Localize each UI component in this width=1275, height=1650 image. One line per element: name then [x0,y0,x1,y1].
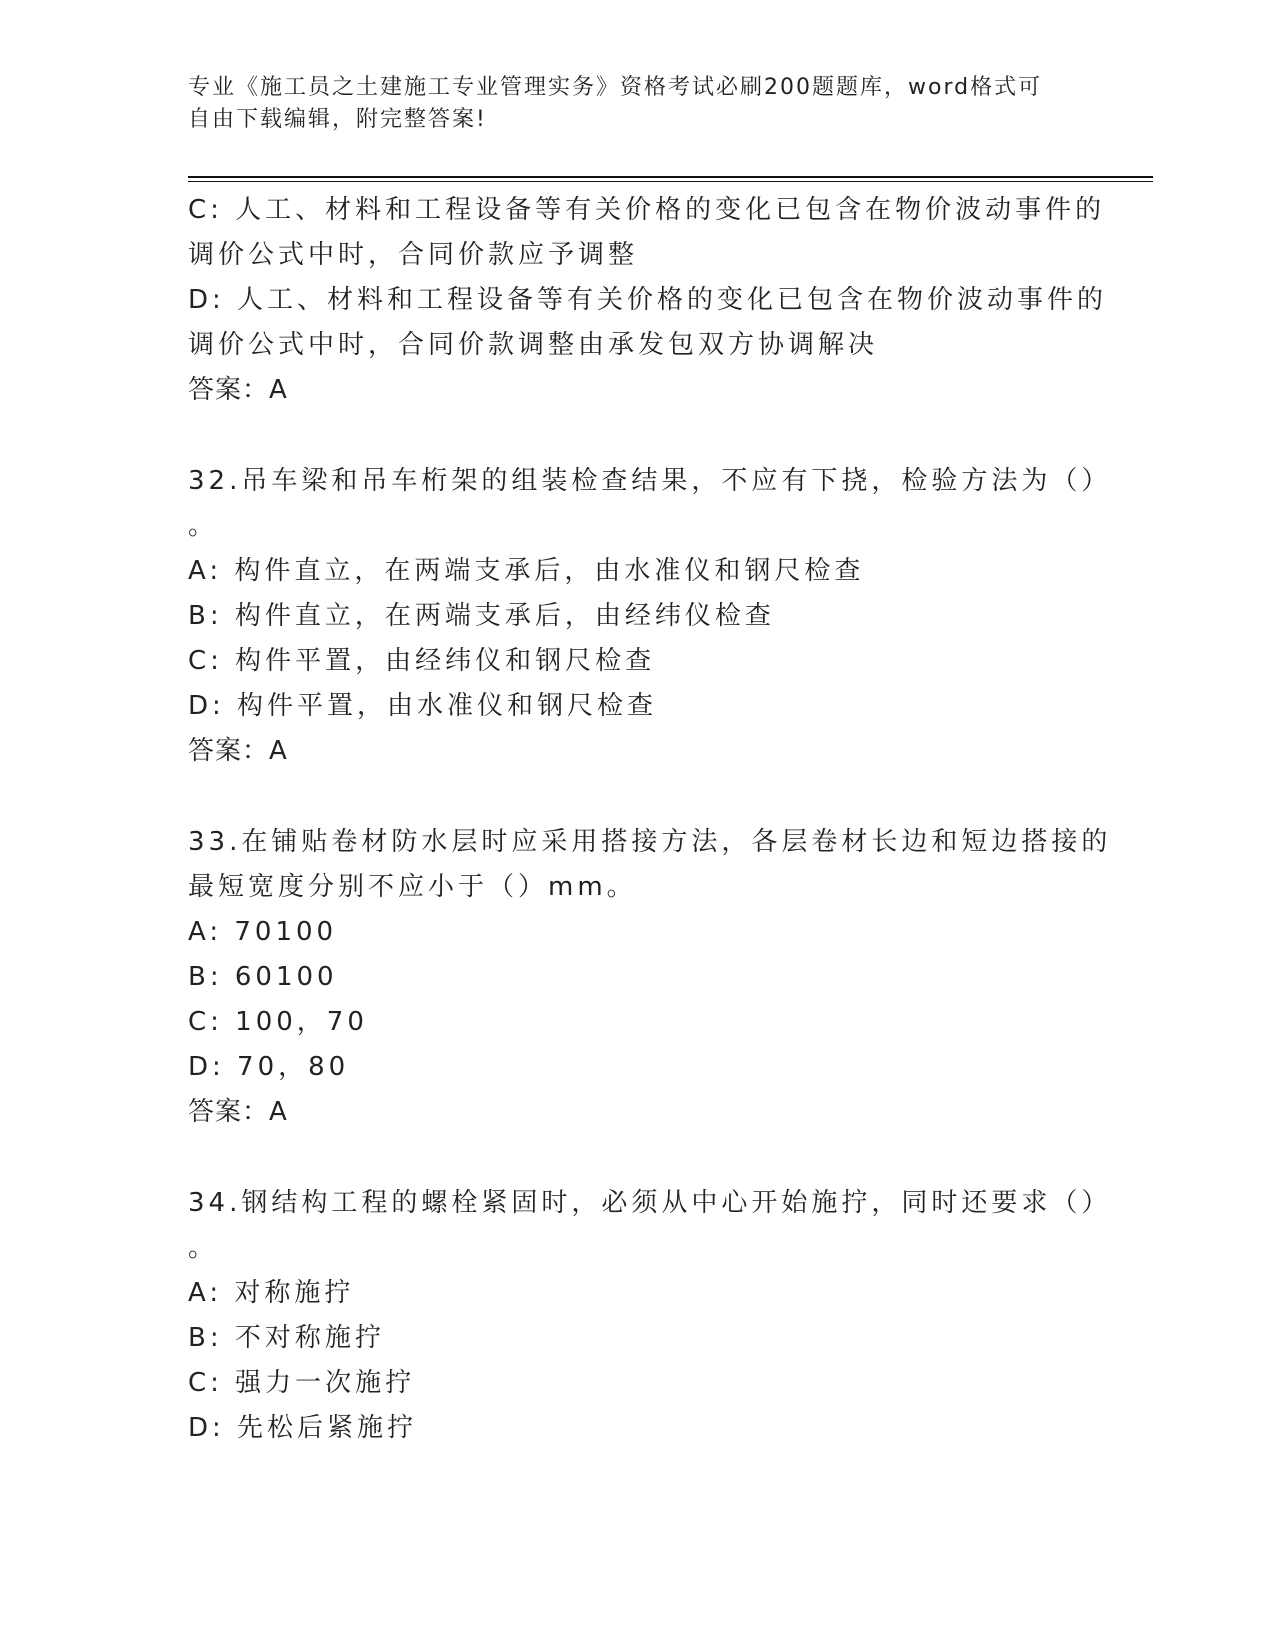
header-line-1: 专业《施工员之土建施工专业管理实务》资格考试必刷200题题库，word格式可 [188,75,1043,100]
question-stem-line-2: 最短宽度分别不应小于（）mm。 [188,872,637,902]
question-31-tail [188,188,1108,413]
option-b: B: 构件直立，在两端支承后，由经纬仪检查 [188,601,775,631]
question-stem-line-2: 。 [188,1233,219,1263]
header-divider-thin [188,181,1153,182]
answer: 答案：A [188,375,288,405]
question-stem-line-1: 34.钢结构工程的螺栓紧固时，必须从中心开始施拧，同时还要求（） [188,1188,1112,1218]
question-33 [188,820,1112,1135]
header-line-2: 自由下载编辑，附完整答案! [188,107,487,132]
question-stem-line-2: 。 [188,511,219,541]
question-34 [188,1181,1112,1451]
option-a: A: 对称施拧 [188,1278,355,1308]
question-32 [188,459,1112,774]
option-c: C: 构件平置，由经纬仪和钢尺检查 [188,646,656,676]
option-a: A: 构件直立，在两端支承后，由水准仪和钢尺检查 [188,556,865,586]
option-a: A: 70100 [188,917,338,947]
question-stem-line-1: 32.吊车梁和吊车桁架的组装检查结果，不应有下挠，检验方法为（） [188,466,1112,496]
option-d: D: 构件平置，由水准仪和钢尺检查 [188,691,658,721]
option-c: C: 强力一次施拧 [188,1368,416,1398]
header-divider-thick [188,176,1153,178]
question-stem-line-1: 33.在铺贴卷材防水层时应采用搭接方法，各层卷材长边和短边搭接的 [188,827,1112,857]
option-b: B: 60100 [188,962,338,992]
option-d: D: 先松后紧施拧 [188,1413,418,1443]
answer: 答案：A [188,1097,288,1127]
question-list [188,188,1112,1451]
option-c-line-1: C: 人工、材料和工程设备等有关价格的变化已包含在物价波动事件的 [188,195,1106,225]
option-d-line-1: D: 人工、材料和工程设备等有关价格的变化已包含在物价波动事件的 [188,285,1108,315]
option-c: C: 100，70 [188,1007,368,1037]
option-c-line-2: 调价公式中时，合同价款应予调整 [188,240,639,270]
answer: 答案：A [188,736,288,766]
option-d: D: 70，80 [188,1052,350,1082]
option-b: B: 不对称施拧 [188,1323,385,1353]
document-header [188,72,1068,136]
option-d-line-2: 调价公式中时，合同价款调整由承发包双方协调解决 [188,330,879,360]
